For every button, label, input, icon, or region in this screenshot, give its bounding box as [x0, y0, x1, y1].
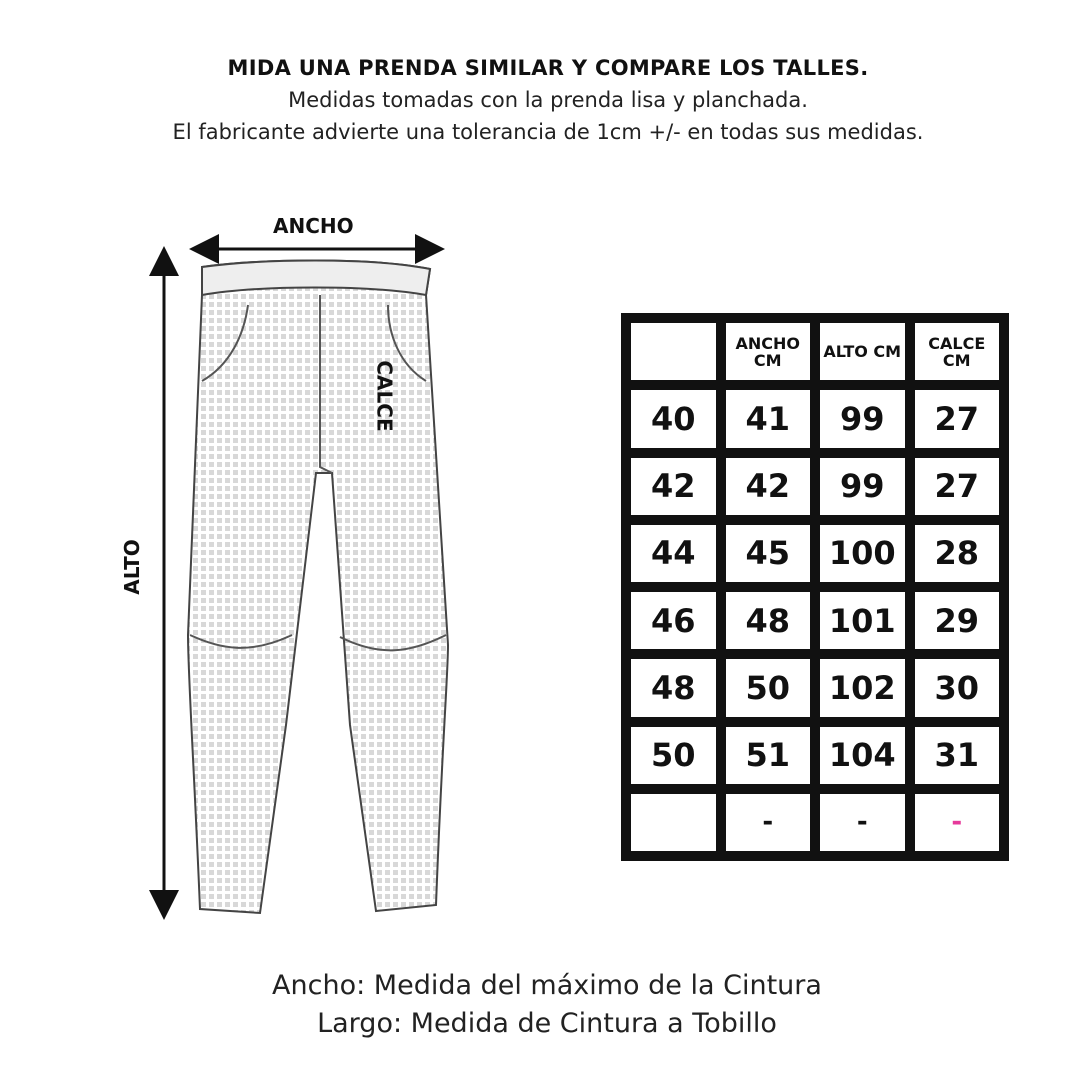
- note-largo: Largo: Medida de Cintura a Tobillo: [317, 1008, 777, 1039]
- cell-size: 44: [626, 520, 721, 587]
- header-cell-calce: CALCE CM: [910, 318, 1005, 385]
- header-cell-size: [626, 318, 721, 385]
- cell-alto: 102: [815, 654, 910, 721]
- cell-ancho: 45: [721, 520, 816, 587]
- cell-ancho: 51: [721, 722, 816, 789]
- cell-calce: 31: [910, 722, 1005, 789]
- alto-label: ALTO: [119, 539, 144, 595]
- cell-calce: 29: [910, 587, 1005, 654]
- cell-alto: 99: [815, 385, 910, 452]
- cell-size: 42: [626, 453, 721, 520]
- cell-alto: 101: [815, 587, 910, 654]
- cell-size: 40: [626, 385, 721, 452]
- cell-alto: 104: [815, 722, 910, 789]
- table-header-row: [626, 318, 1004, 385]
- pants-diagram: [120, 205, 460, 945]
- cell-alto: -: [815, 789, 910, 856]
- size-table: [621, 313, 1009, 861]
- header-cell-ancho: ANCHO CM: [721, 318, 816, 385]
- header-cell-alto: ALTO CM: [815, 318, 910, 385]
- cell-ancho: 48: [721, 587, 816, 654]
- cell-ancho: 50: [721, 654, 816, 721]
- note-ancho: Ancho: Medida del máximo de la Cintura: [272, 970, 822, 1001]
- ancho-label: ANCHO: [273, 214, 354, 238]
- cell-size: [626, 789, 721, 856]
- cell-alto: 100: [815, 520, 910, 587]
- cell-ancho: -: [721, 789, 816, 856]
- cell-size: 50: [626, 722, 721, 789]
- instructions-header: [0, 52, 1080, 148]
- cell-ancho: 42: [721, 453, 816, 520]
- measurement-notes: [0, 967, 1080, 1043]
- header-line-2: El fabricante advierte una tolerancia de 1cm +/- en todas sus medidas.: [172, 120, 924, 144]
- table-row: [626, 385, 1004, 452]
- header-line-1: Medidas tomadas con la prenda lisa y planchada.: [288, 88, 808, 112]
- cell-calce: 30: [910, 654, 1005, 721]
- cell-size: 46: [626, 587, 721, 654]
- cell-calce: 27: [910, 385, 1005, 452]
- table-row: [626, 453, 1004, 520]
- table-row: [626, 789, 1004, 856]
- cell-alto: 99: [815, 453, 910, 520]
- table-row: [626, 587, 1004, 654]
- header-title: MIDA UNA PRENDA SIMILAR Y COMPARE LOS TALLES.: [227, 56, 869, 80]
- cell-calce: 27: [910, 453, 1005, 520]
- table-row: [626, 520, 1004, 587]
- calce-label: CALCE: [372, 360, 397, 432]
- cell-calce: -: [910, 789, 1005, 856]
- cell-calce: 28: [910, 520, 1005, 587]
- table-row: [626, 654, 1004, 721]
- cell-size: 48: [626, 654, 721, 721]
- table-row: [626, 722, 1004, 789]
- cell-ancho: 41: [721, 385, 816, 452]
